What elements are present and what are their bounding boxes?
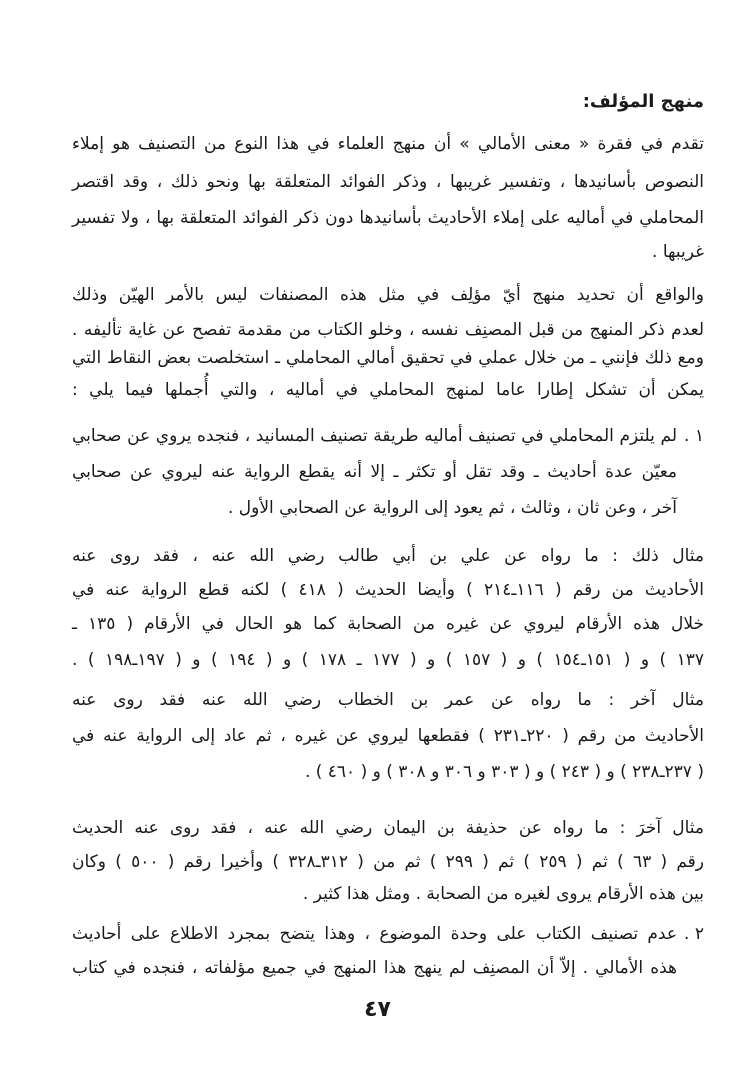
intro-line-4: غريبها . xyxy=(652,242,704,262)
intro-line-2: النصوص بأسانيدها ، وتفسير غريبها ، وذكر الفوائد المتعلقة بها ونحو ذلك ، وقد اقتصر xyxy=(72,172,704,192)
example-1-line-3: خلال هذه الأرقام ليروي عن غيره من الصحابة كما هو الحال في الأرقام ( ١٣٥ ـ xyxy=(72,614,704,634)
item-1-line-3: آخر ، وعن ثان ، وثالث ، ثم يعود إلى الرواية عن الصحابي الأول . xyxy=(227,498,677,518)
item-2-number: ٢ . xyxy=(684,924,704,944)
example-3-line-2: رقم ( ٦٣ ) ثم ( ٢٥٩ ) ثم ( ٢٩٩ ) ثم من ( ٣١٢ـ٣٢٨ ) وأخيرا رقم ( ٥٠٠ ) وكان xyxy=(72,852,704,872)
reality-line-2: لعدم ذكر المنهج من قبل المصنِف نفسه ، وخلو الكتاب من مقدمة تفصح عن غاية تأليفه . xyxy=(72,320,704,340)
example-1-line-2: الأحاديث من رقم ( ١١٦ـ٢١٤ ) وأيضا الحديث ( ٤١٨ ) لكنه قطع الرواية عنه في xyxy=(72,580,705,600)
intro-line-3: المحاملي في أماليه على إملاء الأحاديث بأسانيدها دون ذكر الفوائد المتعلقة بها ، ولا تفسير xyxy=(72,208,704,228)
example-1-line-1: مثال ذلك : ما رواه عن علي بن أبي طالب رضي الله عنه ، فقد روى عنه xyxy=(72,546,704,566)
intro-line-1: تقدم في فقرة « معنى الأمالي » أن منهج العلماء في هذا النوع من التصنيف هو إملاء xyxy=(72,134,704,154)
example-3-line-3: بين هذه الأرقام يروى لغيره من الصحابة . ومثل هذا كثير . xyxy=(302,884,704,904)
reality-line-1: والواقع أن تحديد منهج أيّ مؤلِف في مثل هذه المصنفات ليس بالأمر الهيّن وذلك xyxy=(72,285,704,305)
reality-line-3: ومع ذلك فإنني ـ من خلال عملي في تحقيق أمالي المحاملي ـ استخلصت بعض النقاط التي xyxy=(72,348,704,368)
item-2-line-2: هذه الأمالي . إلاّ أن المصنِف لم ينهج هذا المنهج في جميع مؤلفاته ، فنجده في كتاب xyxy=(72,958,677,978)
reality-line-4: يمكن أن تشكل إطارا عاما لمنهج المحاملي في أماليه ، والتي أُجملها فيما يلي : xyxy=(72,380,704,400)
example-1-line-4: ١٣٧ ) و ( ١٥١ـ١٥٤ ) و ( ١٥٧ ) و ( ١٧٧ ـ ١٧٨ ) و ( ١٩٤ ) و ( ١٩٧ـ١٩٨ ) . xyxy=(72,650,705,670)
item-1-number: ١ . xyxy=(684,426,704,446)
section-heading: منهج المؤلف: xyxy=(582,91,704,112)
example-2-line-1: مثال آخر : ما رواه عن عمر بن الخطاب رضي الله عنه فقد روى عنه xyxy=(72,690,704,710)
item-1-line-1: لم يلتزم المحاملي في تصنيف أماليه طريقة تصنيف المسانيد ، فنجده يروي عن صحابي xyxy=(72,426,677,446)
example-2-line-2: الأحاديث من رقم ( ٢٢٠ـ٢٣١ ) فقطعها ليروي عن غيره ، ثم عاد إلى الرواية عنه في xyxy=(72,726,704,746)
page-number: ٤٧ xyxy=(364,997,391,1022)
item-1-line-2: معيّن عدة أحاديث ـ وقد تقل أو تكثر ـ إلا أنه يقطع الرواية عنه ليروي عن صحابي xyxy=(72,462,677,482)
example-2-line-3: ( ٢٣٧ـ٢٣٨ ) و ( ٢٤٣ ) و ( ٣٠٣ و ٣٠٦ و ٣٠٨ ) و ( ٤٦٠ ) . xyxy=(304,762,704,782)
item-2-line-1: عدم تصنيف الكتاب على وحدة الموضوع ، وهذا يتضح بمجرد الاطلاع على أحاديث xyxy=(72,924,677,944)
example-3-line-1: مثال آخرَ : ما رواه عن حذيفة بن اليمان رضي الله عنه ، فقد روى عنه الحديث xyxy=(72,818,704,838)
